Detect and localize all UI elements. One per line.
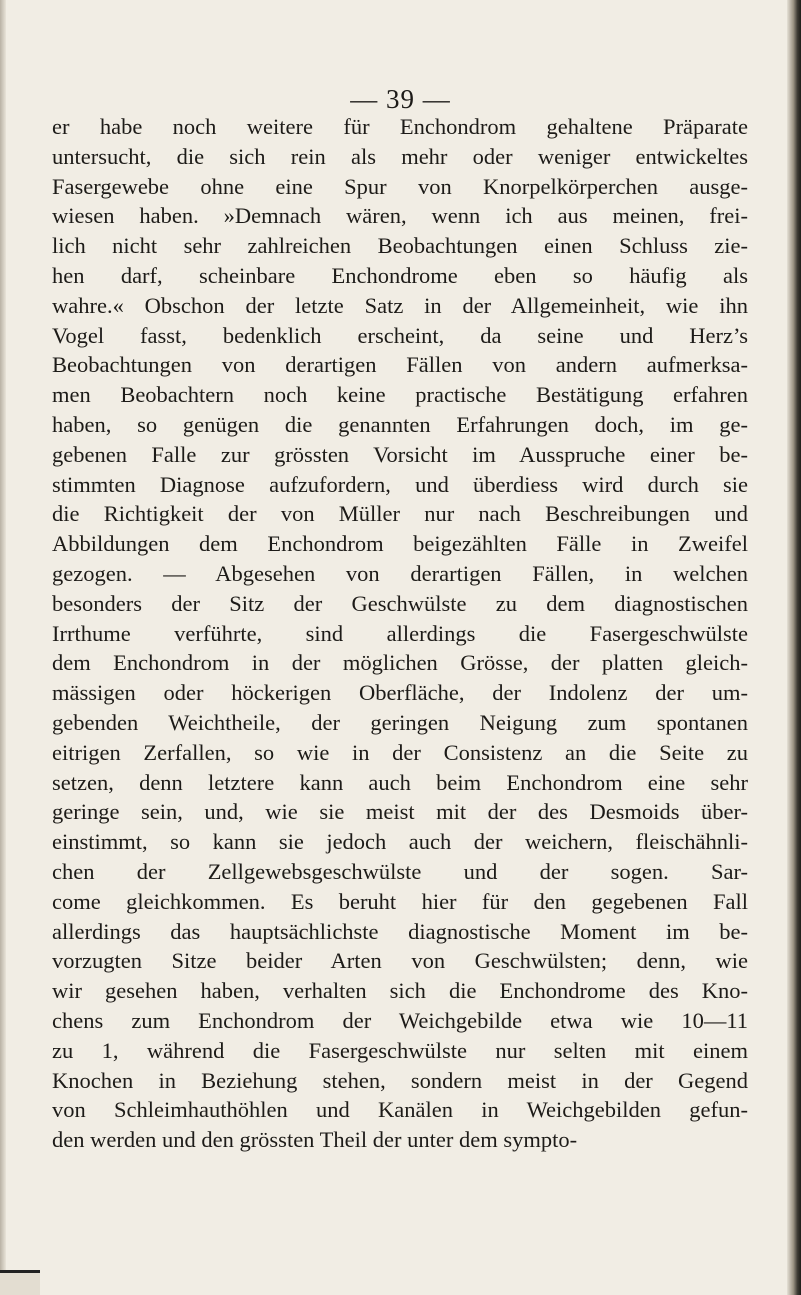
text-line: geringe sein, und, wie sie meist mit der des Desmoids über- (52, 799, 748, 825)
text-line: eitrigen Zerfallen, so wie in der Consistenz an die Seite zu (52, 739, 748, 765)
scan-edge-left (0, 0, 6, 1295)
text-line: wir gesehen haben, verhalten sich die Enchondrome des Kno- (52, 978, 748, 1004)
text-line: chen der Zellgewebsgeschwülste und der sogen. Sar- (52, 858, 748, 884)
text-line: besonders der Sitz der Geschwülste zu dem diagnostischen (52, 590, 748, 616)
text-line: setzen, denn letztere kann auch beim Enchondrom eine sehr (52, 769, 748, 795)
text-line: dem Enchondrom in der möglichen Grösse, der platten gleich- (52, 650, 748, 676)
text-line: von Schleimhauthöhlen und Kanälen in Weichgebilden gefun- (52, 1097, 748, 1123)
text-line: hen darf, scheinbare Enchondrome eben so häufig als (52, 262, 748, 288)
text-line: chens zum Enchondrom der Weichgebilde etwa wie 10—11 (52, 1007, 748, 1033)
text-line: Abbildungen dem Enchondrom beigezählten Fälle in Zweifel (52, 531, 748, 557)
text-line: vorzugten Sitze beider Arten von Geschwülsten; denn, wie (52, 948, 748, 974)
scan-edge-right (787, 0, 801, 1295)
text-line: den werden und den grössten Theil der unter dem sympto- (52, 1127, 578, 1153)
text-line: zu 1, während die Fasergeschwülste nur selten mit einem (52, 1037, 748, 1063)
text-line: come gleichkommen. Es beruht hier für den gegebenen Fall (52, 888, 748, 914)
page-number: — 39 — (350, 84, 451, 114)
text-line: gebenden Weichtheile, der geringen Neigung zum spontanen (52, 709, 748, 735)
text-line: er habe noch weitere für Enchondrom gehaltene Präparate (52, 114, 748, 139)
text-line: mässigen oder höckerigen Oberfläche, der Indolenz der um- (52, 680, 748, 706)
text-line: haben, so genügen die genannten Erfahrungen doch, im ge- (52, 411, 748, 437)
text-line: einstimmt, so kann sie jedoch auch der weichern, fleischähnli- (52, 829, 748, 855)
text-line: allerdings das hauptsächlichste diagnostische Moment im be- (52, 918, 748, 944)
text-line: Vogel fasst, bedenklich erscheint, da seine und Herz’s (52, 322, 748, 348)
text-line: stimmten Diagnose aufzufordern, und überdiess wird durch sie (52, 471, 748, 497)
text-line: lich nicht sehr zahlreichen Beobachtungen einen Schluss zie- (52, 233, 748, 259)
page-body-text (52, 112, 748, 1155)
text-line: men Beobachtern noch keine practische Bestätigung erfahren (52, 382, 748, 408)
text-line: gebenen Falle zur grössten Vorsicht im Ausspruche einer be- (52, 441, 748, 467)
text-line: wiesen haben. »Demnach wären, wenn ich aus meinen, frei- (52, 203, 748, 229)
text-line: untersucht, die sich rein als mehr oder weniger entwickeltes (52, 143, 748, 169)
text-line: gezogen. — Abgesehen von derartigen Fällen, in welchen (52, 560, 748, 586)
text-line: Irrthume verführte, sind allerdings die Fasergeschwülste (52, 620, 748, 646)
text-line: Knochen in Beziehung stehen, sondern meist in der Gegend (52, 1067, 748, 1093)
text-line: Beobachtungen von derartigen Fällen von andern aufmerksa- (52, 352, 748, 378)
text-line: Fasergewebe ohne eine Spur von Knorpelkörperchen ausge- (52, 173, 748, 199)
text-line: wahre.« Obschon der letzte Satz in der Allgemeinheit, wie ihn (52, 292, 748, 318)
scan-corner (0, 1270, 40, 1295)
text-line: die Richtigkeit der von Müller nur nach Beschreibungen und (52, 501, 748, 527)
